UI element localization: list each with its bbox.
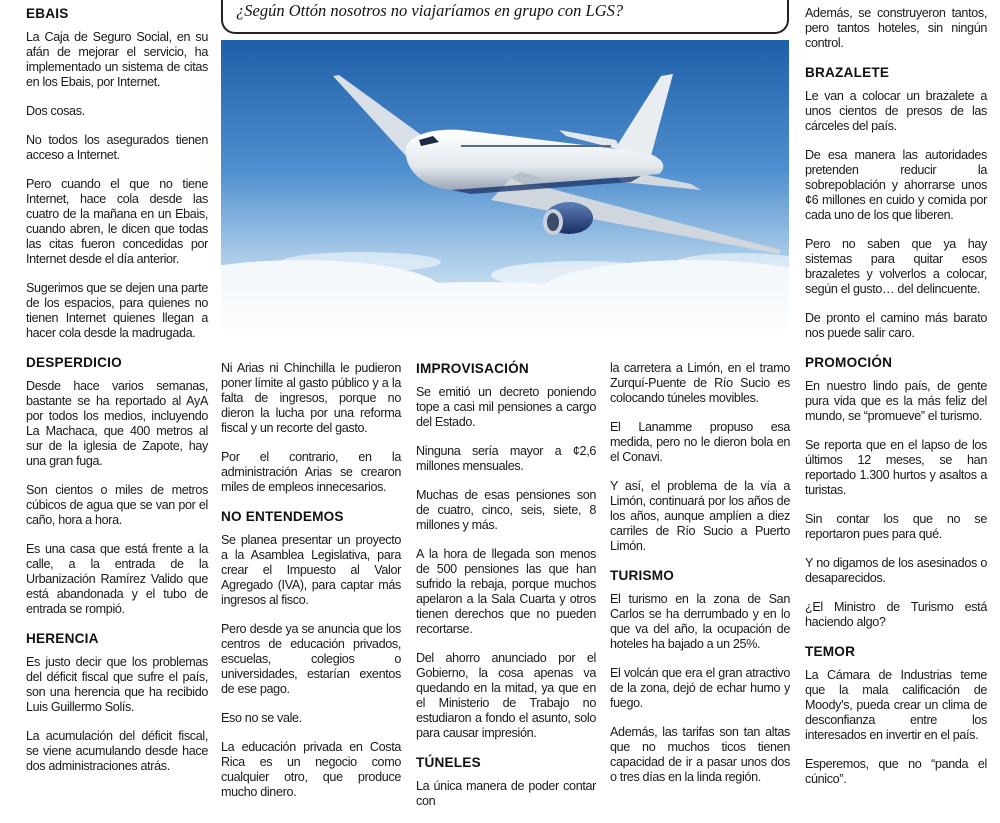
paragraph: ¿El Ministro de Turismo está haciendo algo? bbox=[805, 600, 987, 629]
section-title: DESPERDICIO bbox=[26, 355, 122, 370]
section-title: HERENCIA bbox=[26, 631, 99, 646]
section-title: TURISMO bbox=[610, 568, 675, 583]
paragraph: Además, las tarifas son tan altas que no muchos ticos tienen capacidad de ir a pasar unos dos o tres días en la linda región. bbox=[610, 725, 790, 784]
paragraph: Es justo decir que los problemas del déficit fiscal que sufre el país, son una herencia que ha recibido Luis Guillermo Solís. bbox=[26, 655, 208, 714]
paragraph: Además, se construyeron tantos, pero tantos hoteles, sin ningún control. bbox=[805, 6, 987, 50]
paragraph: Pero no saben que ya hay sistemas para quitar esos brazaletes y volverlos a colocar, según el gusto… del delincuente. bbox=[805, 237, 987, 296]
paragraph: La Cámara de Industrias teme que la mala calificación de Moody’s, pueda crear un clima de desconfianza entre los interesados en invertir en el país. bbox=[805, 668, 987, 742]
paragraph: Le van a colocar un brazalete a unos cientos de presos de las cárceles del país. bbox=[805, 89, 987, 133]
paragraph: Muchas de esas pensiones son de cuatro, cinco, seis, siete, 8 millones y más. bbox=[416, 488, 596, 532]
paragraph: Del ahorro anunciado por el Gobierno, la cosa apenas va quedando en la mitad, ya que en el Ministerio de Trabajo no estudiaron a fondo el asunto, solo para causar impresión. bbox=[416, 651, 596, 740]
paragraph: De pronto el camino más barato nos puede salir caro. bbox=[805, 311, 987, 340]
paragraph: Eso no se vale. bbox=[221, 711, 302, 725]
passenger-windows bbox=[461, 145, 611, 147]
paragraph: La Caja de Seguro Social, en su afán de mejorar el servicio, ha implementado un sistema de citas en los Ebais, por Internet. bbox=[26, 30, 208, 89]
paragraph: No todos los asegurados tienen acceso a Internet. bbox=[26, 133, 208, 162]
paragraph: La acumulación del déficit fiscal, se viene acumulando desde hace dos administraciones atrás. bbox=[26, 729, 208, 773]
paragraph: Por el contrario, en la administración Arias se crearon miles de empleos innecesarios. bbox=[221, 450, 401, 494]
paragraph: Es una casa que está frente a la calle, a la entrada de la Urbanización Ramírez Valido que está abandonada y el tubo de entrada se rompió. bbox=[26, 542, 208, 616]
section-temor bbox=[805, 644, 987, 787]
paragraph: Ninguna sería mayor a ¢2,6 millones mensuales. bbox=[416, 444, 596, 473]
section-title: TÚNELES bbox=[416, 755, 481, 770]
paragraph: Dos cosas. bbox=[26, 104, 85, 118]
paragraph: Ni Arias ni Chinchilla le pudieron poner límite al gasto público y a la falta de ingresos, porque no dieron la lucha por una reforma fiscal y un recorte del gasto. bbox=[221, 361, 401, 435]
section-title: NO ENTENDEMOS bbox=[221, 509, 344, 524]
section-title: EBAIS bbox=[26, 6, 69, 21]
section-title: PROMOCIÓN bbox=[805, 355, 893, 370]
section-tuneles bbox=[416, 755, 596, 809]
section-herencia bbox=[26, 631, 208, 774]
paragraph: Se emitió un decreto poniendo tope a casi mil pensiones a cargo del Estado. bbox=[416, 385, 596, 429]
section-no-entendemos bbox=[221, 509, 401, 800]
paragraph: La educación privada en Costa Rica es un negocio como cualquier otro, que produce mucho dinero. bbox=[221, 740, 401, 799]
section-improvisacion bbox=[416, 361, 596, 741]
paragraph: La única manera de poder contar con bbox=[416, 779, 596, 808]
section-ebais bbox=[26, 6, 208, 341]
paragraph: Pero desde ya se anuncia que los centros de educación privados, escuelas, colegios o universidades, estarían exentos de ese pago. bbox=[221, 622, 401, 696]
section-desperdicio bbox=[26, 355, 208, 617]
paragraph: Y no digamos de los asesinados o desaparecidos. bbox=[805, 556, 987, 585]
section-promocion bbox=[805, 355, 987, 630]
section-title: TEMOR bbox=[805, 644, 856, 659]
airplane-photo bbox=[221, 40, 789, 329]
column-2 bbox=[221, 361, 401, 814]
section-title: IMPROVISACIÓN bbox=[416, 361, 529, 376]
paragraph: la carretera a Limón, en el tramo Zurquí-Puente de Río Sucio es colocando túneles movibles. bbox=[610, 361, 790, 405]
column-1 bbox=[26, 6, 208, 788]
paragraph: Esperemos, que no “panda el cúnico”. bbox=[805, 757, 987, 786]
paragraph: Se planea presentar un proyecto a la Asamblea Legislativa, para crear el Impuesto al Valor Agregado (IVA), para captar más ingresos al fisco. bbox=[221, 533, 401, 607]
photo-caption: ¿Según Ottón nosotros no viajaríamos en grupo con LGS? bbox=[236, 1, 624, 20]
section-brazalete bbox=[805, 65, 987, 341]
column-3 bbox=[416, 361, 596, 823]
column-4 bbox=[610, 361, 790, 799]
paragraph: Son cientos o miles de metros cúbicos de agua que se van por el caño, hora a hora. bbox=[26, 483, 208, 527]
column-5 bbox=[805, 6, 987, 801]
section-title: BRAZALETE bbox=[805, 65, 890, 80]
paragraph: Sugerimos que se dejen una parte de los espacios, para quienes no tienen Internet quienes llegan a hacer cola desde la madrugada. bbox=[26, 281, 208, 340]
paragraph: Sin contar los que no se reportaron pues para qué. bbox=[805, 512, 987, 541]
airplane-image bbox=[221, 40, 789, 329]
paragraph: Se reporta que en el lapso de los últimos 12 meses, se han reportado 1.300 hurtos y asaltos a turistas. bbox=[805, 438, 987, 497]
paragraph: A la hora de llegada son menos de 500 pensiones las que han sufrido la rebaja, porque muchos apelaron a la Sala Cuarta y otros tienen derechos que no pueden recortarse. bbox=[416, 547, 596, 636]
section-turismo bbox=[610, 568, 790, 785]
paragraph: En nuestro lindo país, de gente pura vida que es la más feliz del mundo, se “promueve” el turismo. bbox=[805, 379, 987, 423]
paragraph: El Lanamme propuso esa medida, pero no le dieron bola en el Conavi. bbox=[610, 420, 790, 464]
paragraph: El volcán que era el gran atractivo de la zona, dejó de echar humo y fuego. bbox=[610, 666, 790, 710]
paragraph: Pero cuando el que no tiene Internet, hace cola desde las cuatro de la mañana en un Ebais, cuando abren, le dicen que todas las citas fueron concedidas por Internet desde el día anterior. bbox=[26, 177, 208, 266]
paragraph: De esa manera las autoridades pretenden reducir la sobrepoblación y ahorrarse unos ¢6 millones en cuido y comida por cada uno de los que liberen. bbox=[805, 148, 987, 222]
paragraph: Y así, el problema de la vía a Limón, continuará por los años de los años, aunque amplíen a diez carriles de Río Sucio a Puerto Limón. bbox=[610, 479, 790, 553]
paragraph: El turismo en la zona de San Carlos se ha derrumbado y en lo que va del año, la ocupación de hoteles ha bajado a un 25%. bbox=[610, 592, 790, 651]
paragraph: Desde hace varios semanas, bastante se ha reportado al AyA por todos los medios, incluyendo La Machaca, que 400 metros al sur de la iglesia de Zapote, hay una gran fuga. bbox=[26, 379, 208, 468]
